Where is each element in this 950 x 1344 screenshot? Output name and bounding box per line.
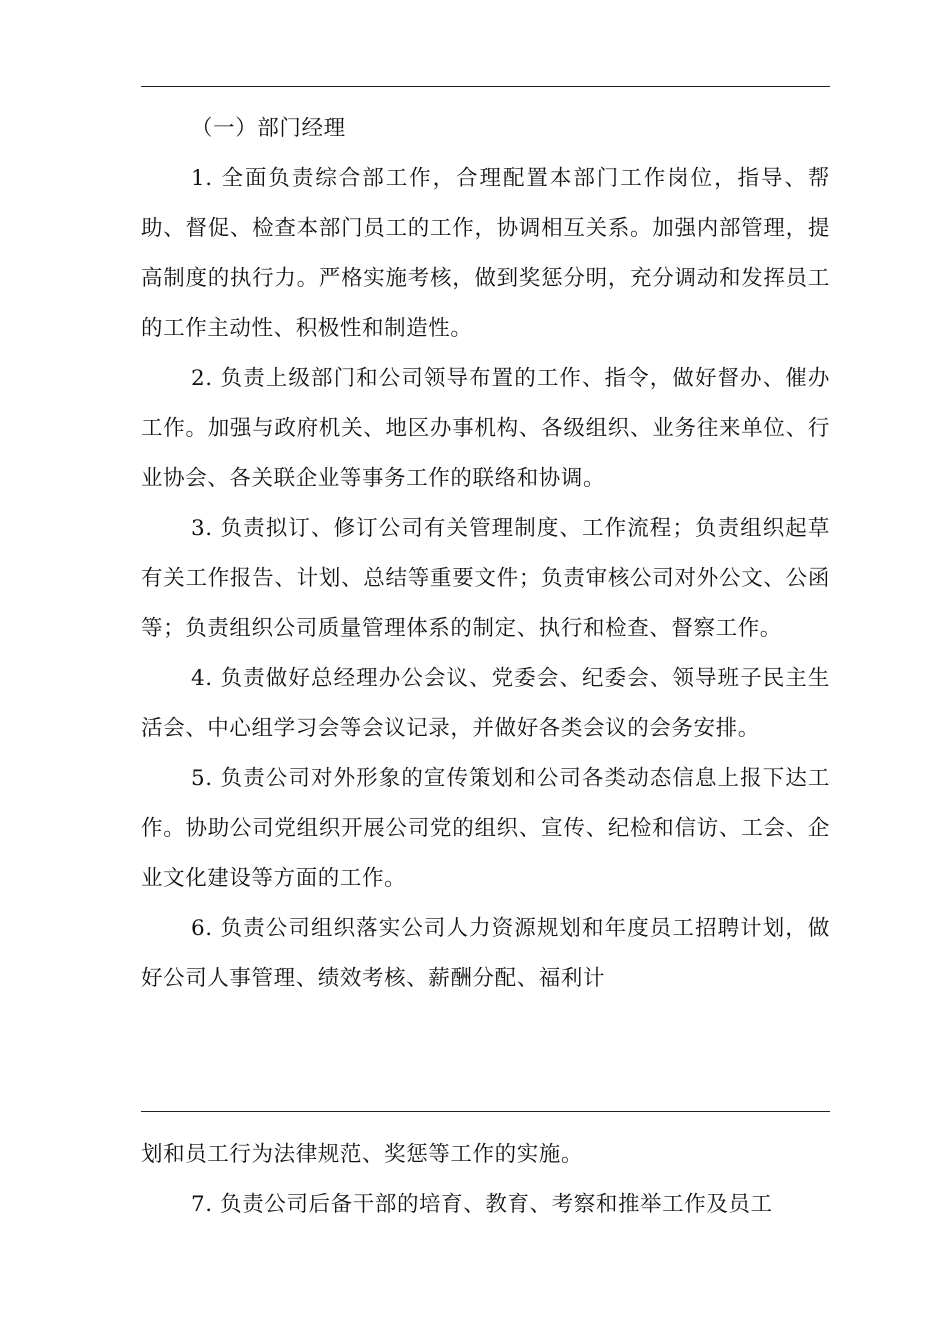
page-top-rule xyxy=(141,86,830,87)
page-content-upper xyxy=(141,104,830,1004)
paragraph-3: 3. 负责拟订、修订公司有关管理制度、工作流程；负责组织起草有关工作报告、计划、总结等重要文件；负责审核公司对外公文、公函等；负责组织公司质量管理体系的制定、执行和检查、督察工作。 xyxy=(141,516,830,641)
paragraph-6: 6. 负责公司组织落实公司人力资源规划和年度员工招聘计划，做好公司人事管理、绩效考核、薪酬分配、福利计 xyxy=(141,916,830,991)
paragraph-2: 2. 负责上级部门和公司领导布置的工作、指令，做好督办、催办工作。加强与政府机关、地区办事机构、各级组织、业务往来单位、行业协会、各关联企业等事务工作的联络和协调。 xyxy=(141,366,830,491)
paragraph-1: 1. 全面负责综合部工作，合理配置本部门工作岗位，指导、帮助、督促、检查本部门员工的工作，协调相互关系。加强内部管理，提高制度的执行力。严格实施考核，做到奖惩分明，充分调动和发挥员工的工作主动性、积极性和制造性。 xyxy=(141,166,830,341)
paragraph-4: 4. 负责做好总经理办公会议、党委会、纪委会、领导班子民主生活会、中心组学习会等会议记录，并做好各类会议的会务安排。 xyxy=(141,666,830,741)
paragraph-5: 5. 负责公司对外形象的宣传策划和公司各类动态信息上报下达工作。协助公司党组织开展公司党的组织、宣传、纪检和信访、工会、企业文化建设等方面的工作。 xyxy=(141,766,830,891)
page-content-lower xyxy=(141,1130,830,1230)
section-heading: （一）部门经理 xyxy=(191,116,346,141)
page-break-rule xyxy=(141,1111,830,1112)
paragraph-7: 7. 负责公司后备干部的培育、教育、考察和推举工作及员工 xyxy=(191,1192,773,1217)
paragraph-6-continuation: 划和员工行为法律规范、奖惩等工作的实施。 xyxy=(141,1142,584,1167)
